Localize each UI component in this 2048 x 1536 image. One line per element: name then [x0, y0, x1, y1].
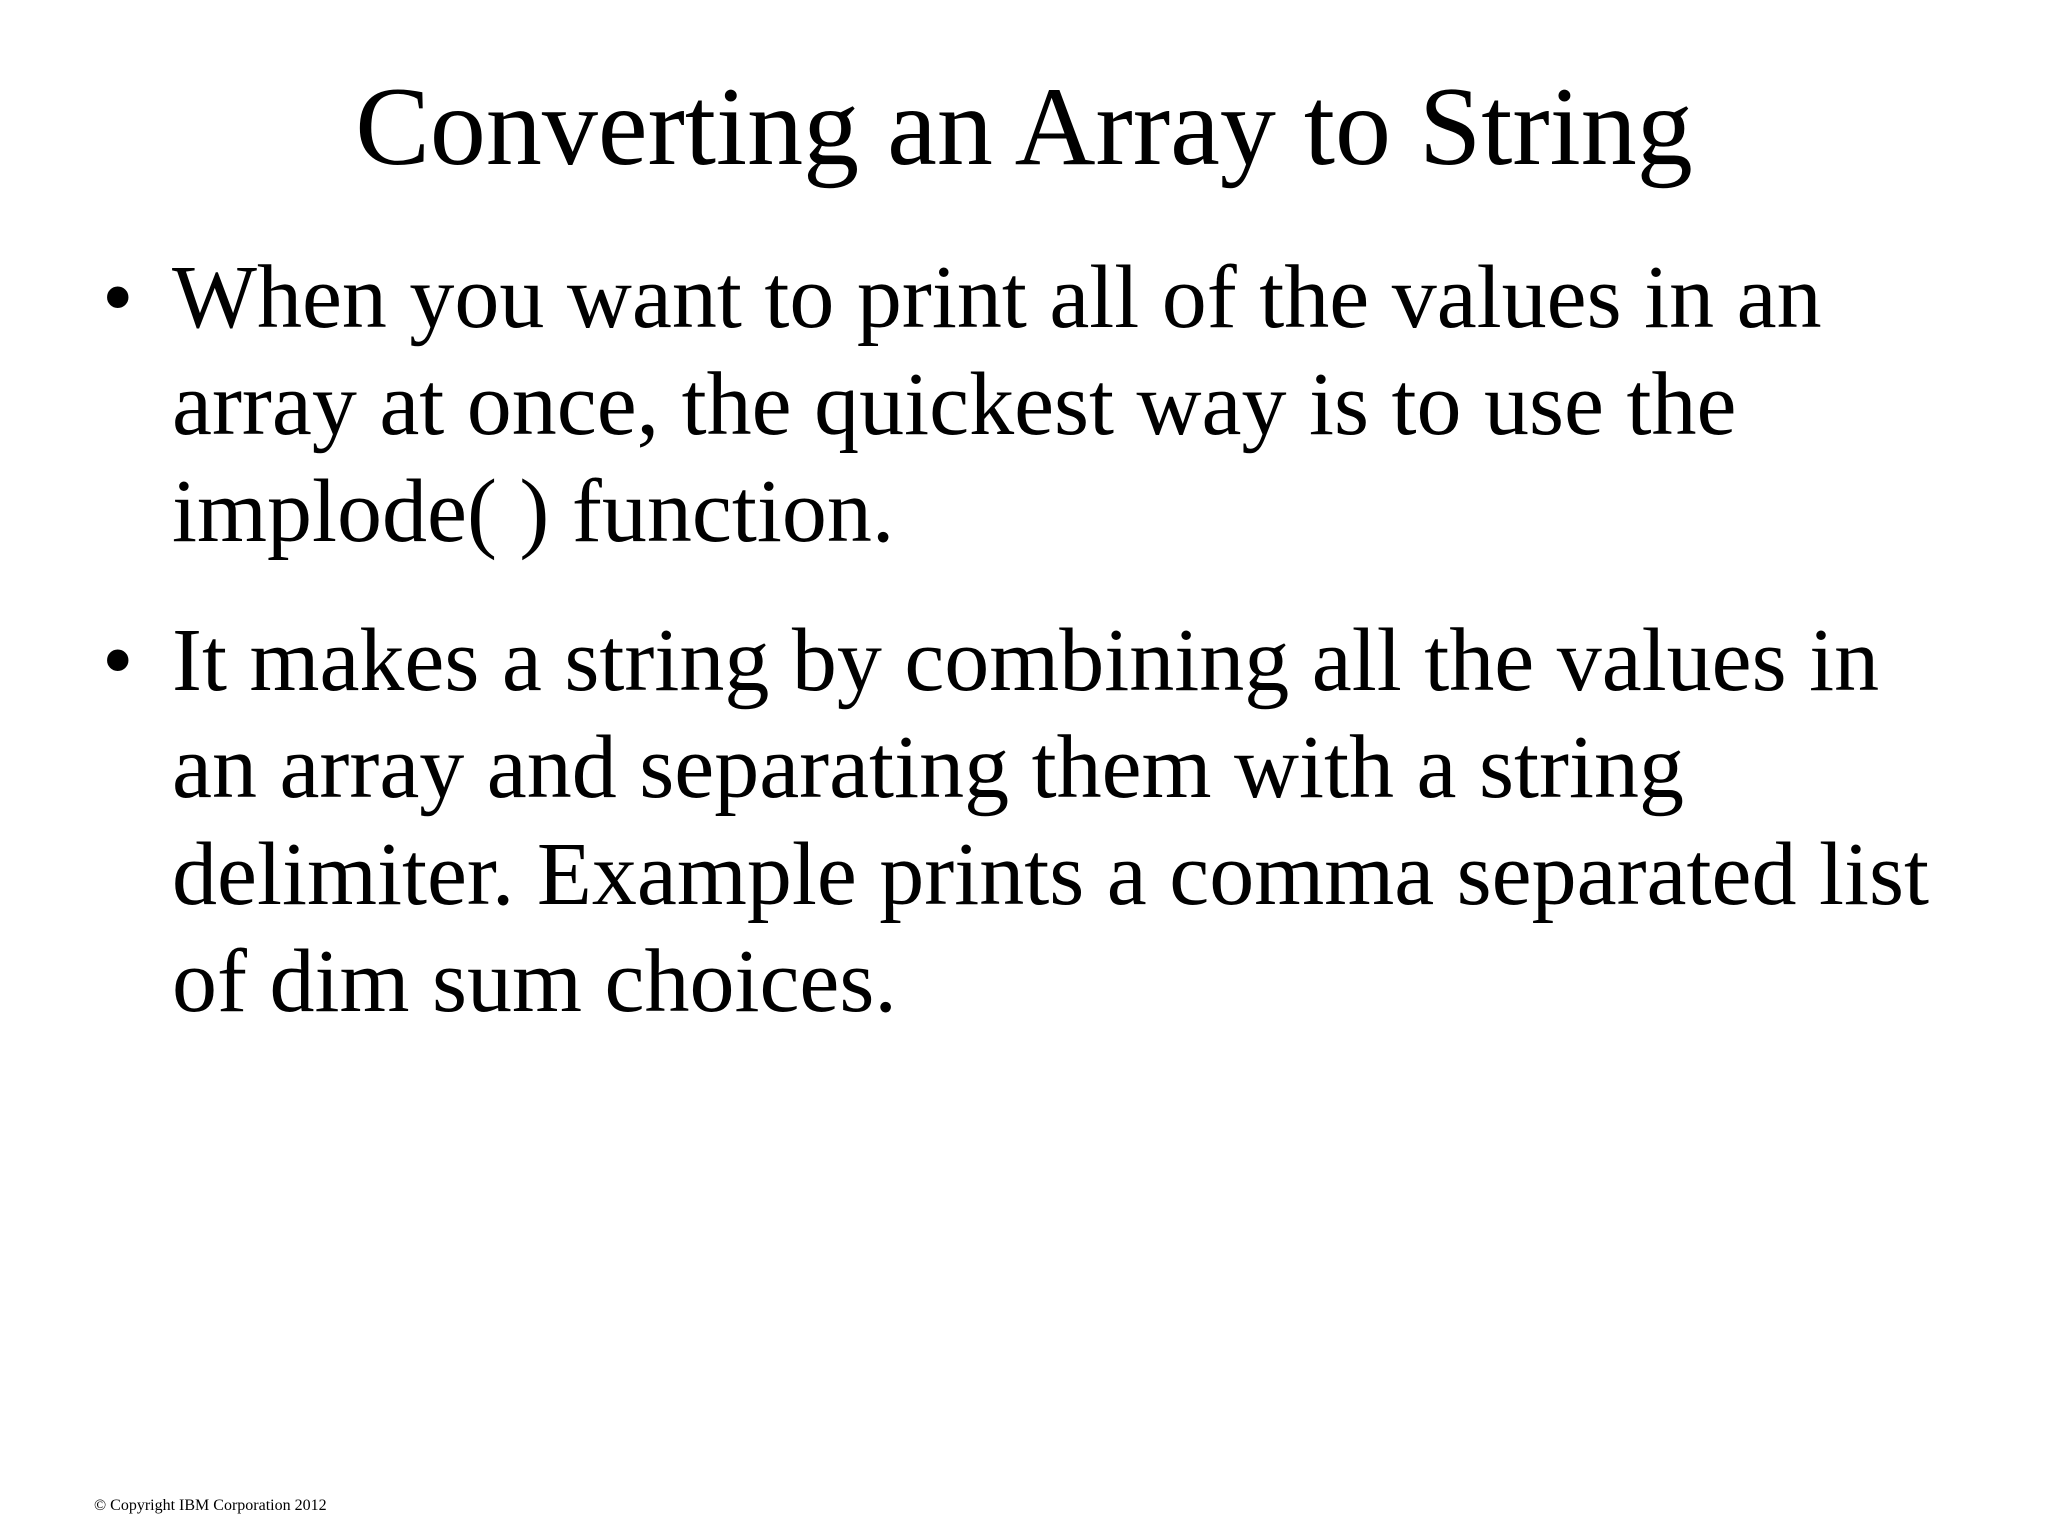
- bullet-text: When you want to print all of the values in an array at once, the quickest way is to use the implode( ) function.: [172, 248, 1822, 561]
- bullet-marker-icon: •: [102, 611, 134, 710]
- copyright-footer: © Copyright IBM Corporation 2012: [94, 1497, 327, 1514]
- bullet-item-implode-description: [102, 607, 1962, 1035]
- slide-title: Converting an Array to String: [355, 65, 1693, 189]
- bullet-text: It makes a string by combining all the values in an array and separating them with a string delimiter. Example prints a comma separated list of dim sum choices.: [172, 611, 1929, 1031]
- bullet-marker-icon: •: [102, 248, 134, 347]
- bullet-list: [102, 244, 1962, 1077]
- bullet-item-implode-intro: [102, 244, 1962, 565]
